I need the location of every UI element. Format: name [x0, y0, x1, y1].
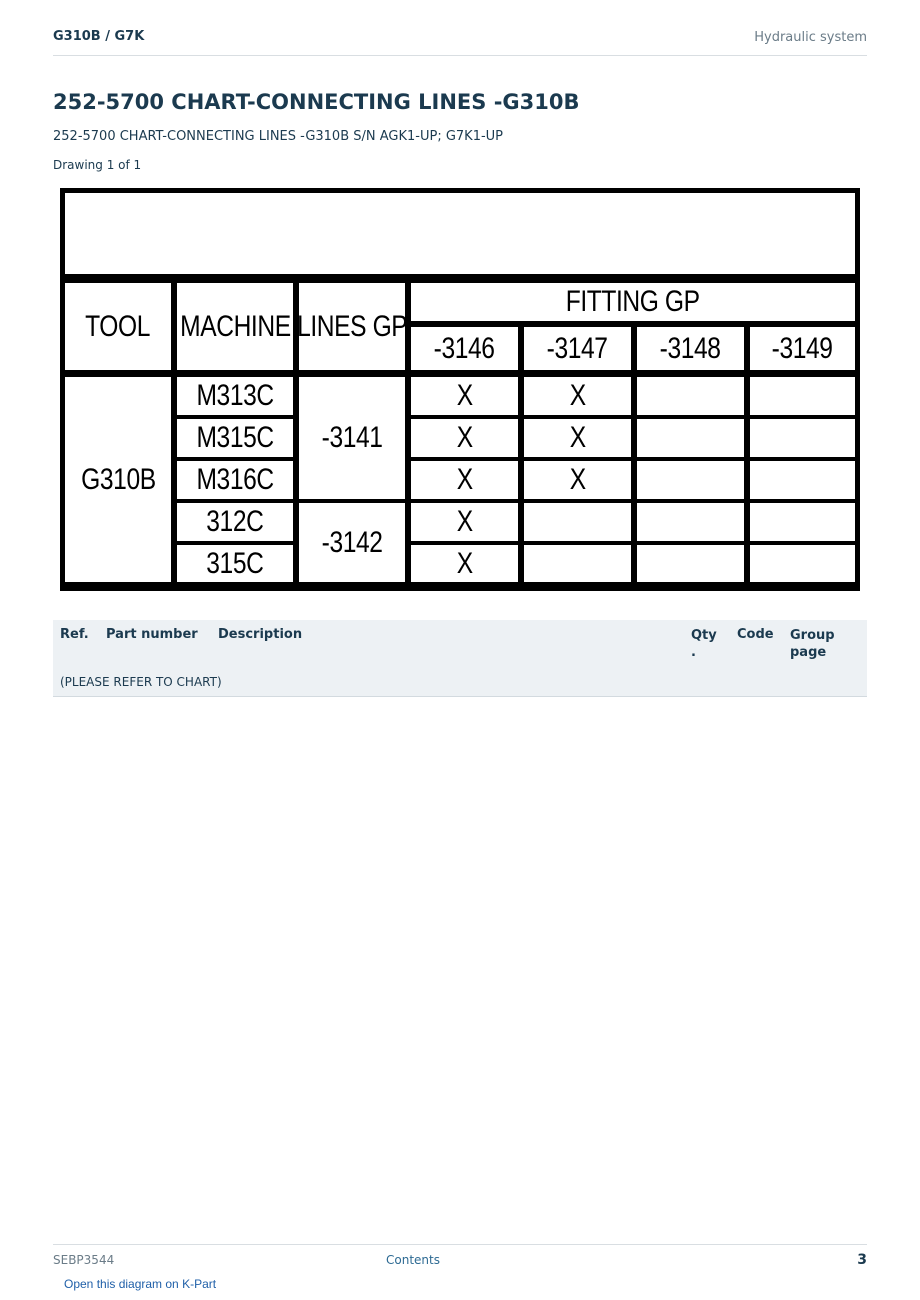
- page-number: 3: [857, 1252, 867, 1268]
- fitting-mark-cell: [750, 377, 855, 415]
- fitting-mark-cell: [750, 419, 855, 457]
- parts-table-header: [53, 620, 867, 668]
- connecting-lines-chart: [60, 188, 860, 591]
- fitting-mark-cell: [524, 545, 631, 582]
- open-kpart-link[interactable]: Open this diagram on K-Part: [64, 1277, 217, 1291]
- header-fitting-gp: FITTING GP: [411, 283, 855, 321]
- machine-cell: M315C: [177, 419, 293, 457]
- col-part-number: Part number: [106, 627, 198, 642]
- fitting-mark-cell: X: [411, 503, 518, 541]
- header-lines-gp: LINES GP: [299, 283, 405, 370]
- fitting-mark-cell: X: [524, 461, 631, 499]
- fitting-mark-cell: [637, 503, 744, 541]
- machine-cell: M313C: [177, 377, 293, 415]
- fitting-mark-cell: [750, 545, 855, 582]
- header-machine: MACHINE: [177, 283, 293, 370]
- header-fitting-3148: -3148: [637, 327, 744, 370]
- fitting-mark-cell: [637, 545, 744, 582]
- fitting-mark-cell: X: [411, 545, 518, 582]
- page-title: 252-5700 CHART-CONNECTING LINES -G310B: [53, 90, 580, 114]
- col-group-page: Group page: [790, 628, 835, 660]
- header-fitting-3147: -3147: [524, 327, 631, 370]
- parts-note: (PLEASE REFER TO CHART): [60, 675, 222, 689]
- col-qty: Qty .: [691, 628, 717, 660]
- lines-gp-cell: -3141: [299, 377, 405, 499]
- fitting-mark-cell: X: [411, 377, 518, 415]
- header-tool: TOOL: [65, 283, 171, 370]
- chart-title-box: [65, 193, 855, 274]
- fitting-mark-cell: [750, 461, 855, 499]
- fitting-mark-cell: [524, 503, 631, 541]
- col-description: Description: [218, 627, 303, 642]
- col-code: Code: [737, 627, 774, 642]
- model-label: G310B / G7K: [53, 29, 145, 44]
- contents-link[interactable]: Contents: [386, 1253, 440, 1267]
- fitting-mark-cell: [637, 419, 744, 457]
- fitting-mark-cell: X: [524, 377, 631, 415]
- machine-cell: M316C: [177, 461, 293, 499]
- parts-table-row: [53, 668, 867, 697]
- fitting-mark-cell: [637, 377, 744, 415]
- page-header: [53, 29, 867, 56]
- fitting-mark-cell: [637, 461, 744, 499]
- fitting-mark-cell: X: [411, 419, 518, 457]
- drawing-counter: Drawing 1 of 1: [53, 158, 142, 172]
- header-fitting-3149: -3149: [750, 327, 855, 370]
- machine-cell: 315C: [177, 545, 293, 582]
- tool-cell: G310B: [65, 377, 171, 582]
- section-label: Hydraulic system: [754, 30, 867, 45]
- col-ref: Ref.: [60, 627, 89, 642]
- machine-cell: 312C: [177, 503, 293, 541]
- fitting-mark-cell: [750, 503, 855, 541]
- footer-divider: [53, 1244, 867, 1245]
- lines-gp-cell: -3142: [299, 503, 405, 582]
- fitting-mark-cell: X: [411, 461, 518, 499]
- page-subtitle: 252-5700 CHART-CONNECTING LINES -G310B S/N AGK1-UP; G7K1-UP: [53, 129, 504, 144]
- fitting-mark-cell: X: [524, 419, 631, 457]
- header-fitting-3146: -3146: [411, 327, 518, 370]
- document-code: SEBP3544: [53, 1253, 115, 1267]
